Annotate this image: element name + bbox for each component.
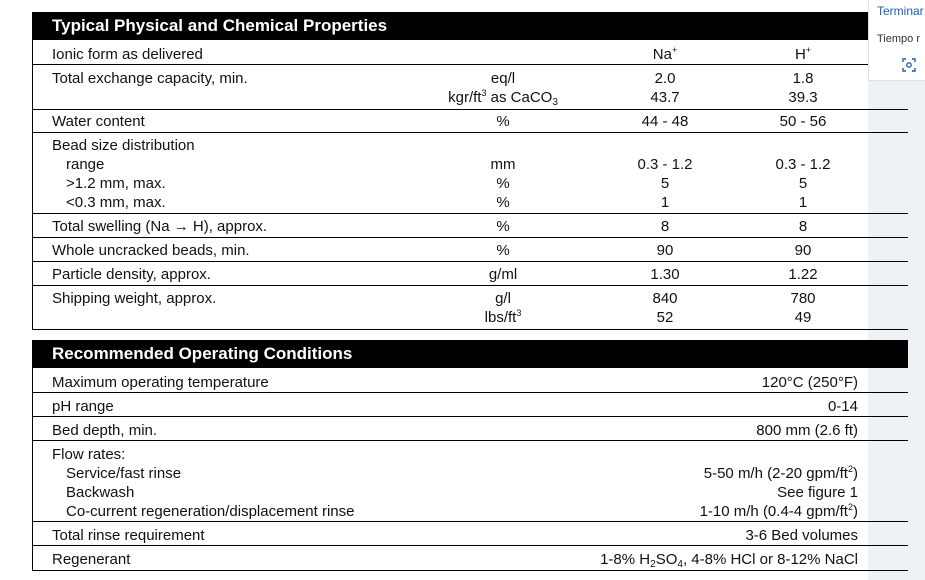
whole-beads-unit: % [496, 242, 510, 259]
backwash-label: Backwash [66, 484, 135, 501]
h-form-header: H+ [794, 45, 812, 63]
shipping-na-lbs: 52 [656, 309, 674, 326]
density-na: 1.30 [650, 266, 680, 283]
backwash-value: See figure 1 [777, 484, 858, 501]
temperature-value: 120°C (250°F) [761, 374, 858, 391]
bead-lt-h: 1 [798, 194, 808, 211]
time-label: Tiempo r [877, 33, 920, 45]
ph-value: 0-14 [827, 398, 858, 415]
bead-gt-na: 5 [660, 175, 670, 192]
bed-depth-value: 800 mm (2.6 ft) [756, 422, 858, 439]
regenerant-label: Regenerant [52, 551, 131, 568]
whole-beads-label: Whole uncracked beads, min. [52, 242, 250, 259]
cocurrent-value: 1-10 m/h (0.4-4 gpm/$ft^2$) [699, 502, 858, 520]
water-content-row [32, 110, 908, 133]
bead-range-h: 0.3 - 1.2 [775, 156, 831, 173]
bead-range-na: 0.3 - 1.2 [637, 156, 693, 173]
density-label: Particle density, approx. [52, 266, 211, 283]
swelling-h: 8 [798, 218, 808, 235]
service-rinse-label: Service/fast rinse [66, 465, 182, 482]
water-content-label: Water content [52, 113, 145, 130]
screenshot-icon[interactable] [902, 58, 916, 72]
capacity-na-kgr: 43.7 [650, 89, 680, 106]
operating-section-title: Recommended Operating Conditions [32, 340, 908, 368]
water-content-h: 50 - 56 [779, 113, 827, 130]
regenerant-value: 1-8% $H_2SO_4$, 4-8% HCl or 8-12% NaCl [600, 551, 858, 570]
shipping-unit-lbs: lbs/$ft^3$ [484, 308, 522, 326]
flow-rates-label: Flow rates: [52, 446, 126, 463]
bed-depth-label: Bed depth, min. [52, 422, 158, 439]
rinse-label: Total rinse requirement [52, 527, 205, 544]
terminate-link[interactable]: Terminar [877, 4, 924, 18]
capacity-h-kgr: 39.3 [788, 89, 818, 106]
swelling-label: Total swelling (Na → H), approx. [52, 218, 268, 235]
capacity-unit-eq: eq/l [490, 70, 516, 87]
bead-range-label: range [66, 156, 105, 173]
bead-gt-label: >1.2 mm, max. [66, 175, 166, 192]
na-form-header: Na+ [652, 45, 678, 63]
swelling-na: 8 [660, 218, 670, 235]
bead-size-label: Bead size distribution [52, 137, 195, 154]
shipping-unit-gl: g/l [495, 290, 511, 307]
bead-range-unit: mm [490, 156, 516, 173]
cocurrent-label: Co-current regeneration/displacement rinse [66, 503, 355, 520]
capacity-na-eq: 2.0 [654, 70, 676, 87]
operating-left-border [32, 368, 33, 571]
ph-label: pH range [52, 398, 114, 415]
ionic-form-label: Ionic form as delivered [52, 46, 203, 63]
swelling-unit: % [496, 218, 510, 235]
shipping-label: Shipping weight, approx. [52, 290, 217, 307]
bead-gt-unit: % [496, 175, 510, 192]
capacity-unit-kgr: kgr/$ft^3$ as CaCO$_3$ [448, 88, 558, 108]
capacity-h-eq: 1.8 [792, 70, 814, 87]
bead-lt-label: <0.3 mm, max. [66, 194, 166, 211]
shipping-h-gl: 780 [790, 290, 816, 307]
side-panel [868, 0, 925, 81]
bead-gt-h: 5 [798, 175, 808, 192]
properties-section-title: Typical Physical and Chemical Properties [32, 12, 908, 40]
ph-row [32, 393, 908, 417]
whole-beads-h: 90 [794, 242, 812, 259]
service-rinse-value: 5-50 m/h (2-20 gpm/$ft^2$) [703, 464, 858, 482]
density-h: 1.22 [788, 266, 818, 283]
bead-lt-na: 1 [660, 194, 670, 211]
rinse-value: 3-6 Bed volumes [745, 527, 858, 544]
bead-lt-unit: % [496, 194, 510, 211]
density-unit: g/ml [488, 266, 518, 283]
whole-beads-na: 90 [656, 242, 674, 259]
properties-left-border [32, 40, 33, 330]
water-content-unit: % [496, 113, 510, 130]
shipping-na-gl: 840 [652, 290, 678, 307]
capacity-label: Total exchange capacity, min. [52, 70, 248, 87]
temperature-label: Maximum operating temperature [52, 374, 269, 391]
shipping-h-lbs: 49 [794, 309, 812, 326]
water-content-na: 44 - 48 [641, 113, 689, 130]
